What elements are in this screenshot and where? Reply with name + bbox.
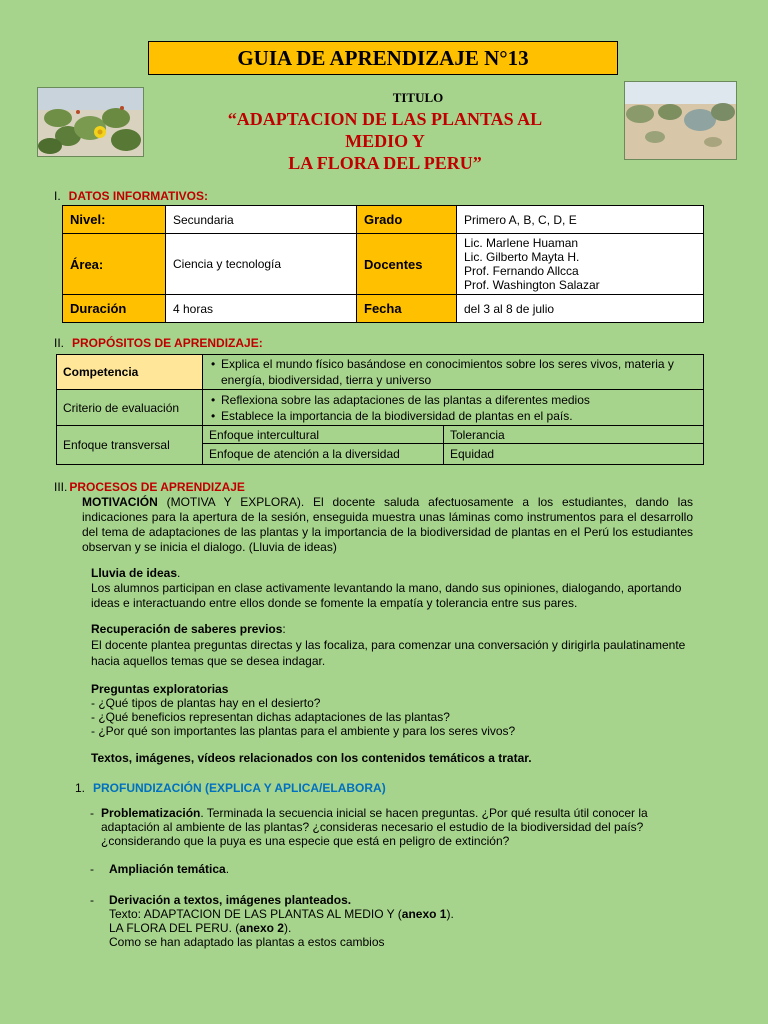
texto-anexo-2 — [109, 921, 689, 935]
pregunta-item: - ¿Qué tipos de plantas hay en el desierto? — [91, 696, 321, 710]
section-heading-procesos — [54, 480, 245, 494]
derivacion-dash: - — [90, 893, 94, 907]
recuperacion-title: Recuperación de saberes previos — [91, 622, 283, 636]
ampliacion-line — [109, 862, 229, 877]
texto-anexo-2-end: ). — [283, 921, 292, 935]
fecha-value: del 3 al 8 de julio — [457, 295, 704, 323]
main-title-line: LA FLORA DEL PERU” — [288, 153, 482, 173]
docente-name: Prof. Washington Salazar — [464, 278, 600, 292]
competencia-item: • Explica el mundo físico basándose en conocimientos sobre los seres vivos, materia y energía, biodiversidad, tierra y universo — [209, 356, 697, 388]
enfoque-label: Enfoque transversal — [57, 426, 203, 465]
texto-anexo-1-text: Texto: ADAPTACION DE LAS PLANTAS AL MEDIO Y ( — [109, 907, 402, 921]
ampliacion-label: Ampliación temática — [109, 862, 226, 876]
lluvia-text: Los alumnos participan en clase activamente levantando la mano, dando sus opiniones, dialogando, aportando ideas e interactuando entre ellos donde se fomente la empatía y tolerancia entre sus pares. — [91, 581, 682, 610]
lluvia-title: Lluvia de ideas — [91, 566, 178, 580]
titulo-label: TITULO — [392, 90, 444, 105]
criterio-item: • Reflexiona sobre las adaptaciones de las plantas a diferentes medios — [209, 392, 697, 408]
recuperacion-block — [91, 621, 691, 669]
docentes-label: Docentes — [357, 234, 457, 295]
enfoque-value: Equidad — [444, 444, 704, 465]
datos-table — [62, 205, 704, 323]
ampliacion-dash: - — [90, 862, 94, 876]
area-label: Área: — [63, 234, 166, 295]
propositos-table — [56, 354, 704, 465]
section-number: II. — [54, 336, 65, 350]
profundizacion-heading — [75, 779, 386, 797]
competencia-cell — [203, 355, 704, 390]
duracion-value: 4 horas — [166, 295, 357, 323]
section-title: DATOS INFORMATIVOS: — [68, 189, 209, 203]
main-title-line: “ADAPTACION DE LAS PLANTAS AL — [227, 109, 543, 129]
fecha-label: Fecha — [357, 295, 457, 323]
anexo-1-label: anexo 1 — [401, 907, 447, 921]
derivacion-block — [109, 893, 689, 949]
texto-anexo-2-text: LA FLORA DEL PERU. ( — [109, 921, 240, 935]
lluvia-block — [91, 566, 691, 611]
texto-cambios: Como se han adaptado las plantas a estos cambios — [109, 935, 385, 949]
section-heading-datos — [54, 189, 208, 203]
texto-anexo-1-end: ). — [446, 907, 454, 921]
enfoque-name: Enfoque de atención a la diversidad — [203, 444, 444, 465]
main-title — [215, 108, 555, 174]
guide-title: GUIA DE APRENDIZAJE N°13 — [148, 41, 618, 75]
criterio-label: Criterio de evaluación — [57, 390, 203, 426]
motivacion-label: MOTIVACIÓN — [82, 495, 158, 509]
criterio-item: • Establece la importancia de la biodiversidad de plantas en el país. — [209, 408, 697, 424]
criterio-cell — [203, 390, 704, 426]
texto-anexo-1 — [109, 907, 689, 921]
profundizacion-title: PROFUNDIZACIÓN (EXPLICA Y APLICA/ELABORA) — [93, 781, 386, 795]
recuperacion-punct: : — [282, 622, 286, 636]
motivacion-paragraph — [82, 495, 693, 555]
problematizacion-text: . Terminada la secuencia inicial se hacen preguntas. ¿Por qué resulta útil conocer la adaptación al ambiente de las plantas? ¿consideras necesario el estudio de la biodiversidad del país? ¿considerando que la puya es una especie que está en peligro de extinción? — [101, 806, 648, 848]
section-title: PROPÓSITOS DE APRENDIZAJE: — [72, 336, 263, 350]
docente-name: Lic. Marlene Huaman — [464, 236, 579, 250]
ampliacion-punct: . — [225, 862, 230, 876]
pregunta-item: - ¿Por qué son importantes las plantas para el ambiente y para los seres vivos? — [91, 724, 516, 738]
problematizacion-label: Problematización — [101, 806, 201, 820]
anexo-2-label: anexo 2 — [239, 921, 284, 935]
lluvia-punct: . — [177, 566, 181, 580]
section-number: I. — [54, 189, 61, 203]
enfoque-name: Enfoque intercultural — [203, 426, 444, 444]
recuperacion-text: El docente plantea preguntas directas y las focaliza, para comenzar una conversación y dirigirla paulatinamente hacia aquellos temas que se desea indagar. — [91, 638, 686, 668]
section-heading-propositos — [54, 336, 263, 350]
competencia-label: Competencia — [57, 355, 203, 390]
derivacion-label: Derivación a textos, imágenes planteados. — [109, 893, 352, 907]
nivel-label: Nivel: — [63, 206, 166, 234]
section-title: PROCESOS DE APRENDIZAJE — [69, 480, 245, 494]
grado-label: Grado — [357, 206, 457, 234]
nivel-value: Secundaria — [166, 206, 357, 234]
section-number: III. — [54, 480, 68, 494]
profundizacion-number: 1. — [75, 781, 86, 795]
grado-value: Primero A, B, C, D, E — [457, 206, 704, 234]
main-title-line: MEDIO Y — [345, 131, 425, 151]
textos-line: Textos, imágenes, vídeos relacionados con los contenidos temáticos a tratar. — [91, 751, 532, 765]
problem-dash: - — [90, 806, 94, 820]
pregunta-item: - ¿Qué beneficios representan dichas adaptaciones de las plantas? — [91, 710, 450, 724]
docentes-list — [457, 234, 704, 295]
preguntas-title: Preguntas exploratorias — [91, 682, 229, 696]
enfoque-value: Tolerancia — [444, 426, 704, 444]
docente-name: Prof. Fernando Allcca — [464, 264, 579, 278]
duracion-label: Duración — [63, 295, 166, 323]
area-value: Ciencia y tecnología — [166, 234, 357, 295]
motivacion-text: (MOTIVA Y EXPLORA). El docente saluda afectuosamente a los estudiantes, dando las indicaciones para la apertura de la sesión, enseguida muestra unas láminas como instrumentos para el desarrollo del tema de adaptaciones de las plantas y la importancia de la biodiversidad de plantas en el Perú los estudiantes observan y se inicia el dialogo. (Lluvia de ideas) — [82, 495, 693, 554]
docente-name: Lic. Gilberto Mayta H. — [464, 250, 580, 264]
problematizacion-paragraph — [101, 806, 693, 848]
preguntas-block — [91, 682, 691, 738]
